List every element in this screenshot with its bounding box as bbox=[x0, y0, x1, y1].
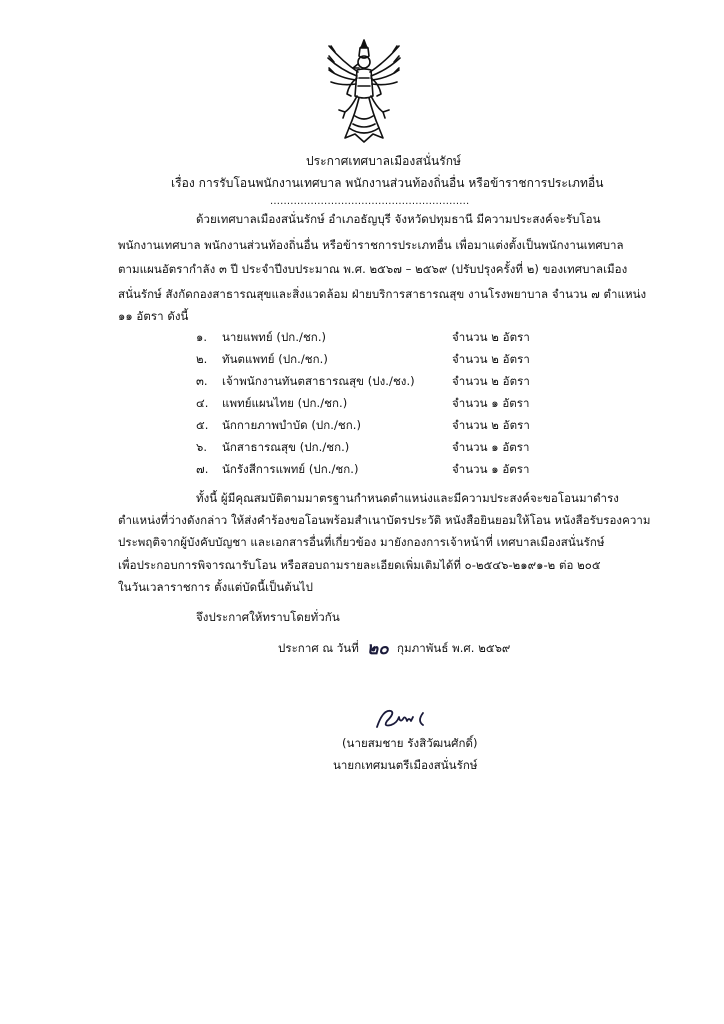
position-name: นักกายภาพบำบัด (ปก./ชก.) bbox=[222, 418, 362, 432]
intro-line-2: พนักงานเทศบาล พนักงานส่วนท้องถิ่นอื่น หรือข้าราชการประเภทอื่น เพื่อมาแต่งตั้งเป็นพนักงานเทศบาล bbox=[118, 238, 624, 252]
position-name: แพทย์แผนไทย (ปก./ชก.) bbox=[222, 396, 348, 410]
position-count: จำนวน ๒ อัตรา bbox=[452, 374, 530, 388]
intro-line-5: ๑๑ อัตรา ดังนี้ bbox=[118, 309, 189, 323]
details-line-2: ตำแหน่งที่ว่างดังกล่าว ให้ส่งคำร้องขอโอนพร้อมสำเนาบัตรประวัติ หนังสือยินยอมให้โอน หนังสือรับรองความ bbox=[118, 513, 651, 527]
position-num: ๔. bbox=[196, 396, 209, 410]
intro-line-3: ตามแผนอัตรากำลัง ๓ ปี ประจำปีงบประมาณ พ.ศ. ๒๕๖๗ – ๒๕๖๙ (ปรับปรุงครั้งที่ ๒) ของเทศบาลเมือง bbox=[118, 262, 628, 276]
position-name: นักสาธารณสุข (ปก./ชก.) bbox=[222, 440, 350, 454]
separator-dots: ........................................................... bbox=[270, 196, 470, 207]
position-name: ทันตแพทย์ (ปก./ชก.) bbox=[222, 352, 328, 366]
details-line-4: เพื่อประกอบการพิจารณารับโอน หรือสอบถามรายละเอียดเพิ่มเติมได้ที่ ๐-๒๕๔๖-๒๑๙๑-๒ ต่อ ๒๐๕ bbox=[118, 558, 601, 572]
position-num: ๓. bbox=[196, 374, 208, 388]
details-line-3: ประพฤติจากผู้บังคับบัญชา และเอกสารอื่นที่เกี่ยวข้อง มายังกองการเจ้าหน้าที่ เทศบาลเมืองสนั่นรักษ์ bbox=[118, 535, 605, 549]
position-count: จำนวน ๒ อัตรา bbox=[452, 352, 530, 366]
intro-line-1: ด้วยเทศบาลเมืองสนั่นรักษ์ อำเภอธัญบุรี จังหวัดปทุมธานี มีความประสงค์จะรับโอน bbox=[196, 212, 601, 226]
position-count: จำนวน ๑ อัตรา bbox=[452, 462, 530, 476]
details-line-5: ในวันเวลาราชการ ตั้งแต่บัดนี้เป็นต้นไป bbox=[118, 580, 313, 594]
position-num: ๒. bbox=[196, 352, 208, 366]
position-num: ๖. bbox=[196, 440, 208, 454]
details-line-1: ทั้งนี้ ผู้มีคุณสมบัติตามมาตรฐานกำหนดตำแหน่งและมีความประสงค์จะขอโอนมาดำรง bbox=[196, 491, 619, 505]
announcement-title: ประกาศเทศบาลเมืองสนั่นรักษ์ bbox=[306, 154, 461, 168]
signer-name: (นายสมชาย รังสิวัฒนศักดิ์) bbox=[342, 736, 478, 750]
position-name: นักรังสีการแพทย์ (ปก./ชก.) bbox=[222, 462, 359, 476]
position-count: จำนวน ๑ อัตรา bbox=[452, 396, 530, 410]
date-prefix: ประกาศ ณ วันที่ bbox=[278, 641, 359, 655]
signer-title: นายกเทศมนตรีเมืองสนั่นรักษ์ bbox=[333, 758, 478, 772]
closing-statement: จึงประกาศให้ทราบโดยทั่วกัน bbox=[196, 610, 340, 624]
position-count: จำนวน ๒ อัตรา bbox=[452, 330, 530, 344]
position-num: ๑. bbox=[196, 330, 208, 344]
position-name: เจ้าพนักงานทันตสาธารณสุข (ปง./ชง.) bbox=[222, 374, 415, 388]
intro-line-4: สนั่นรักษ์ สังกัดกองสาธารณสุขและสิ่งแวดล้อม ฝ่ายบริการสาธารณสุข งานโรงพยาบาล จำนวน ๗ ตำแหน่ง bbox=[118, 287, 647, 301]
date-rest: กุมภาพันธ์ พ.ศ. ๒๕๖๙ bbox=[397, 641, 511, 655]
garuda-emblem bbox=[325, 38, 403, 144]
position-name: นายแพทย์ (ปก./ชก.) bbox=[222, 330, 327, 344]
position-num: ๕. bbox=[196, 418, 209, 432]
handwritten-signature bbox=[373, 705, 435, 731]
position-num: ๗. bbox=[196, 462, 209, 476]
position-count: จำนวน ๒ อัตรา bbox=[452, 418, 530, 432]
announcement-subject: เรื่อง การรับโอนพนักงานเทศบาล พนักงานส่วนท้องถิ่นอื่น หรือข้าราชการประเภทอื่น bbox=[171, 176, 604, 190]
date-day-handwritten: ๒๐ bbox=[367, 639, 389, 659]
position-count: จำนวน ๑ อัตรา bbox=[452, 440, 530, 454]
